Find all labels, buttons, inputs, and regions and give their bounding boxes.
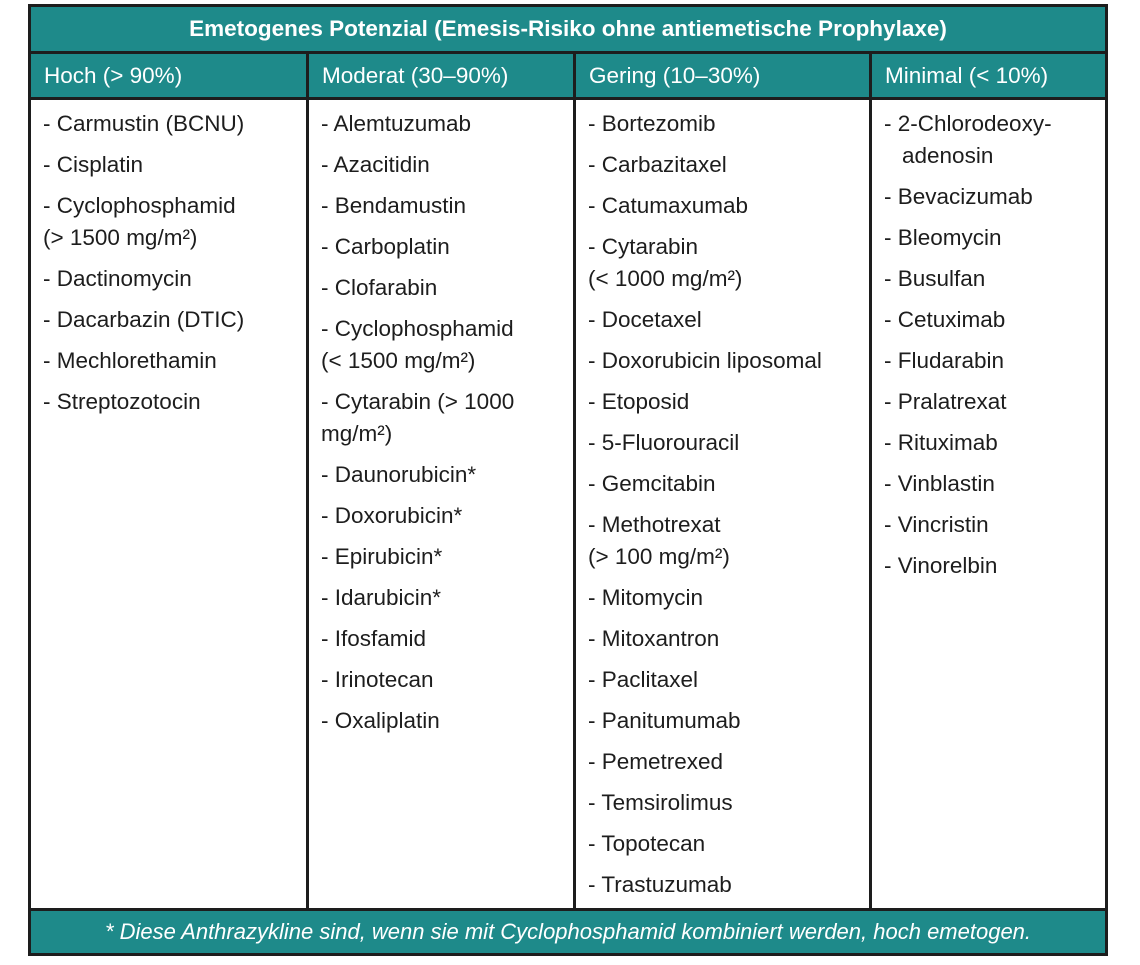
drug-item: - Cisplatin [43,152,144,177]
drug-list-moderate [321,108,567,737]
drug-item: - Idarubicin* [321,585,442,610]
emetogenic-potential-table [28,4,1108,956]
column-header-high: Hoch (> 90%) [44,63,183,88]
footnote: * Diese Anthrazykline sind, wenn sie mit Cyclophosphamid kombiniert werden, hoch emetogen. [31,911,1105,953]
drug-item: - Vinblastin [884,471,995,496]
drug-item: - Alemtuzumab [321,111,472,136]
drug-item: - Etoposid [588,389,690,414]
drug-item: - Bendamustin [321,193,467,218]
drug-item: - Temsirolimus [588,790,733,815]
column-minimal-risk [872,100,1105,908]
column-moderate-risk [309,100,573,908]
drug-item: - Cyclophosphamid (< 1500 mg/m²) [321,316,514,373]
drug-item: - Busulfan [884,266,986,291]
drug-item: - Daunorubicin* [321,462,477,487]
drug-item: - Fludarabin [884,348,1005,373]
drug-item: - 5-Fluorouracil [588,430,740,455]
column-header-row [31,54,1105,97]
drug-item: - Carmustin (BCNU) [43,111,245,136]
drug-item: - Streptozotocin [43,389,201,414]
drug-item: - Pralatrexat [884,389,1007,414]
drug-item: - Carboplatin [321,234,450,259]
column-high-risk [31,100,306,908]
drug-item: - Gemcitabin [588,471,716,496]
column-low-risk [576,100,869,908]
drug-list-high [43,108,300,418]
drug-item: - Dactinomycin [43,266,192,291]
drug-item: - Pemetrexed [588,749,724,774]
drug-item: - Clofarabin [321,275,438,300]
drug-item: - Mitoxantron [588,626,720,651]
drug-item: - Azacitidin [321,152,430,177]
table-title: Emetogenes Potenzial (Emesis-Risiko ohne antiemetische Prophylaxe) [31,7,1105,51]
drug-item: - Rituximab [884,430,998,455]
drug-item: - Dacarbazin (DTIC) [43,307,245,332]
drug-item: - Paclitaxel [588,667,699,692]
drug-list-low [588,108,863,901]
drug-item: - Vinorelbin [884,553,998,578]
drug-item: - Docetaxel [588,307,702,332]
drug-item: - Methotrexat (> 100 mg/m²) [588,512,730,569]
drug-item: - Bevacizumab [884,184,1033,209]
drug-item: - Irinotecan [321,667,434,692]
drug-item: - Topotecan [588,831,706,856]
drug-item: - Vincristin [884,512,989,537]
drug-item: - Mechlorethamin [43,348,217,373]
drug-item: - Bortezomib [588,111,716,136]
drug-item: - Cetuximab [884,307,1006,332]
drug-list-minimal [884,108,1099,582]
drug-item: - Cytarabin (< 1000 mg/m²) [588,234,743,291]
drug-item: - Ifosfamid [321,626,427,651]
column-header-low: Gering (10–30%) [589,63,761,88]
column-header-moderate: Moderat (30–90%) [322,63,509,88]
drug-item: - Doxorubicin liposomal [588,348,822,373]
drug-item: - Epirubicin* [321,544,443,569]
drug-item: - Carbazitaxel [588,152,727,177]
column-header-minimal: Minimal (< 10%) [885,63,1049,88]
drug-item: - 2-Chlorodeoxy- adenosin [884,111,1052,168]
drug-item: - Cytarabin (> 1000 mg/m²) [321,389,515,446]
drug-item: - Catumaxumab [588,193,749,218]
drug-item: - Bleomycin [884,225,1002,250]
drug-item: - Oxaliplatin [321,708,440,733]
drug-item: - Trastuzumab [588,872,732,897]
drug-item: - Mitomycin [588,585,704,610]
drug-item: - Doxorubicin* [321,503,463,528]
drug-item: - Panitumumab [588,708,741,733]
drug-item: - Cyclophosphamid (> 1500 mg/m²) [43,193,236,250]
